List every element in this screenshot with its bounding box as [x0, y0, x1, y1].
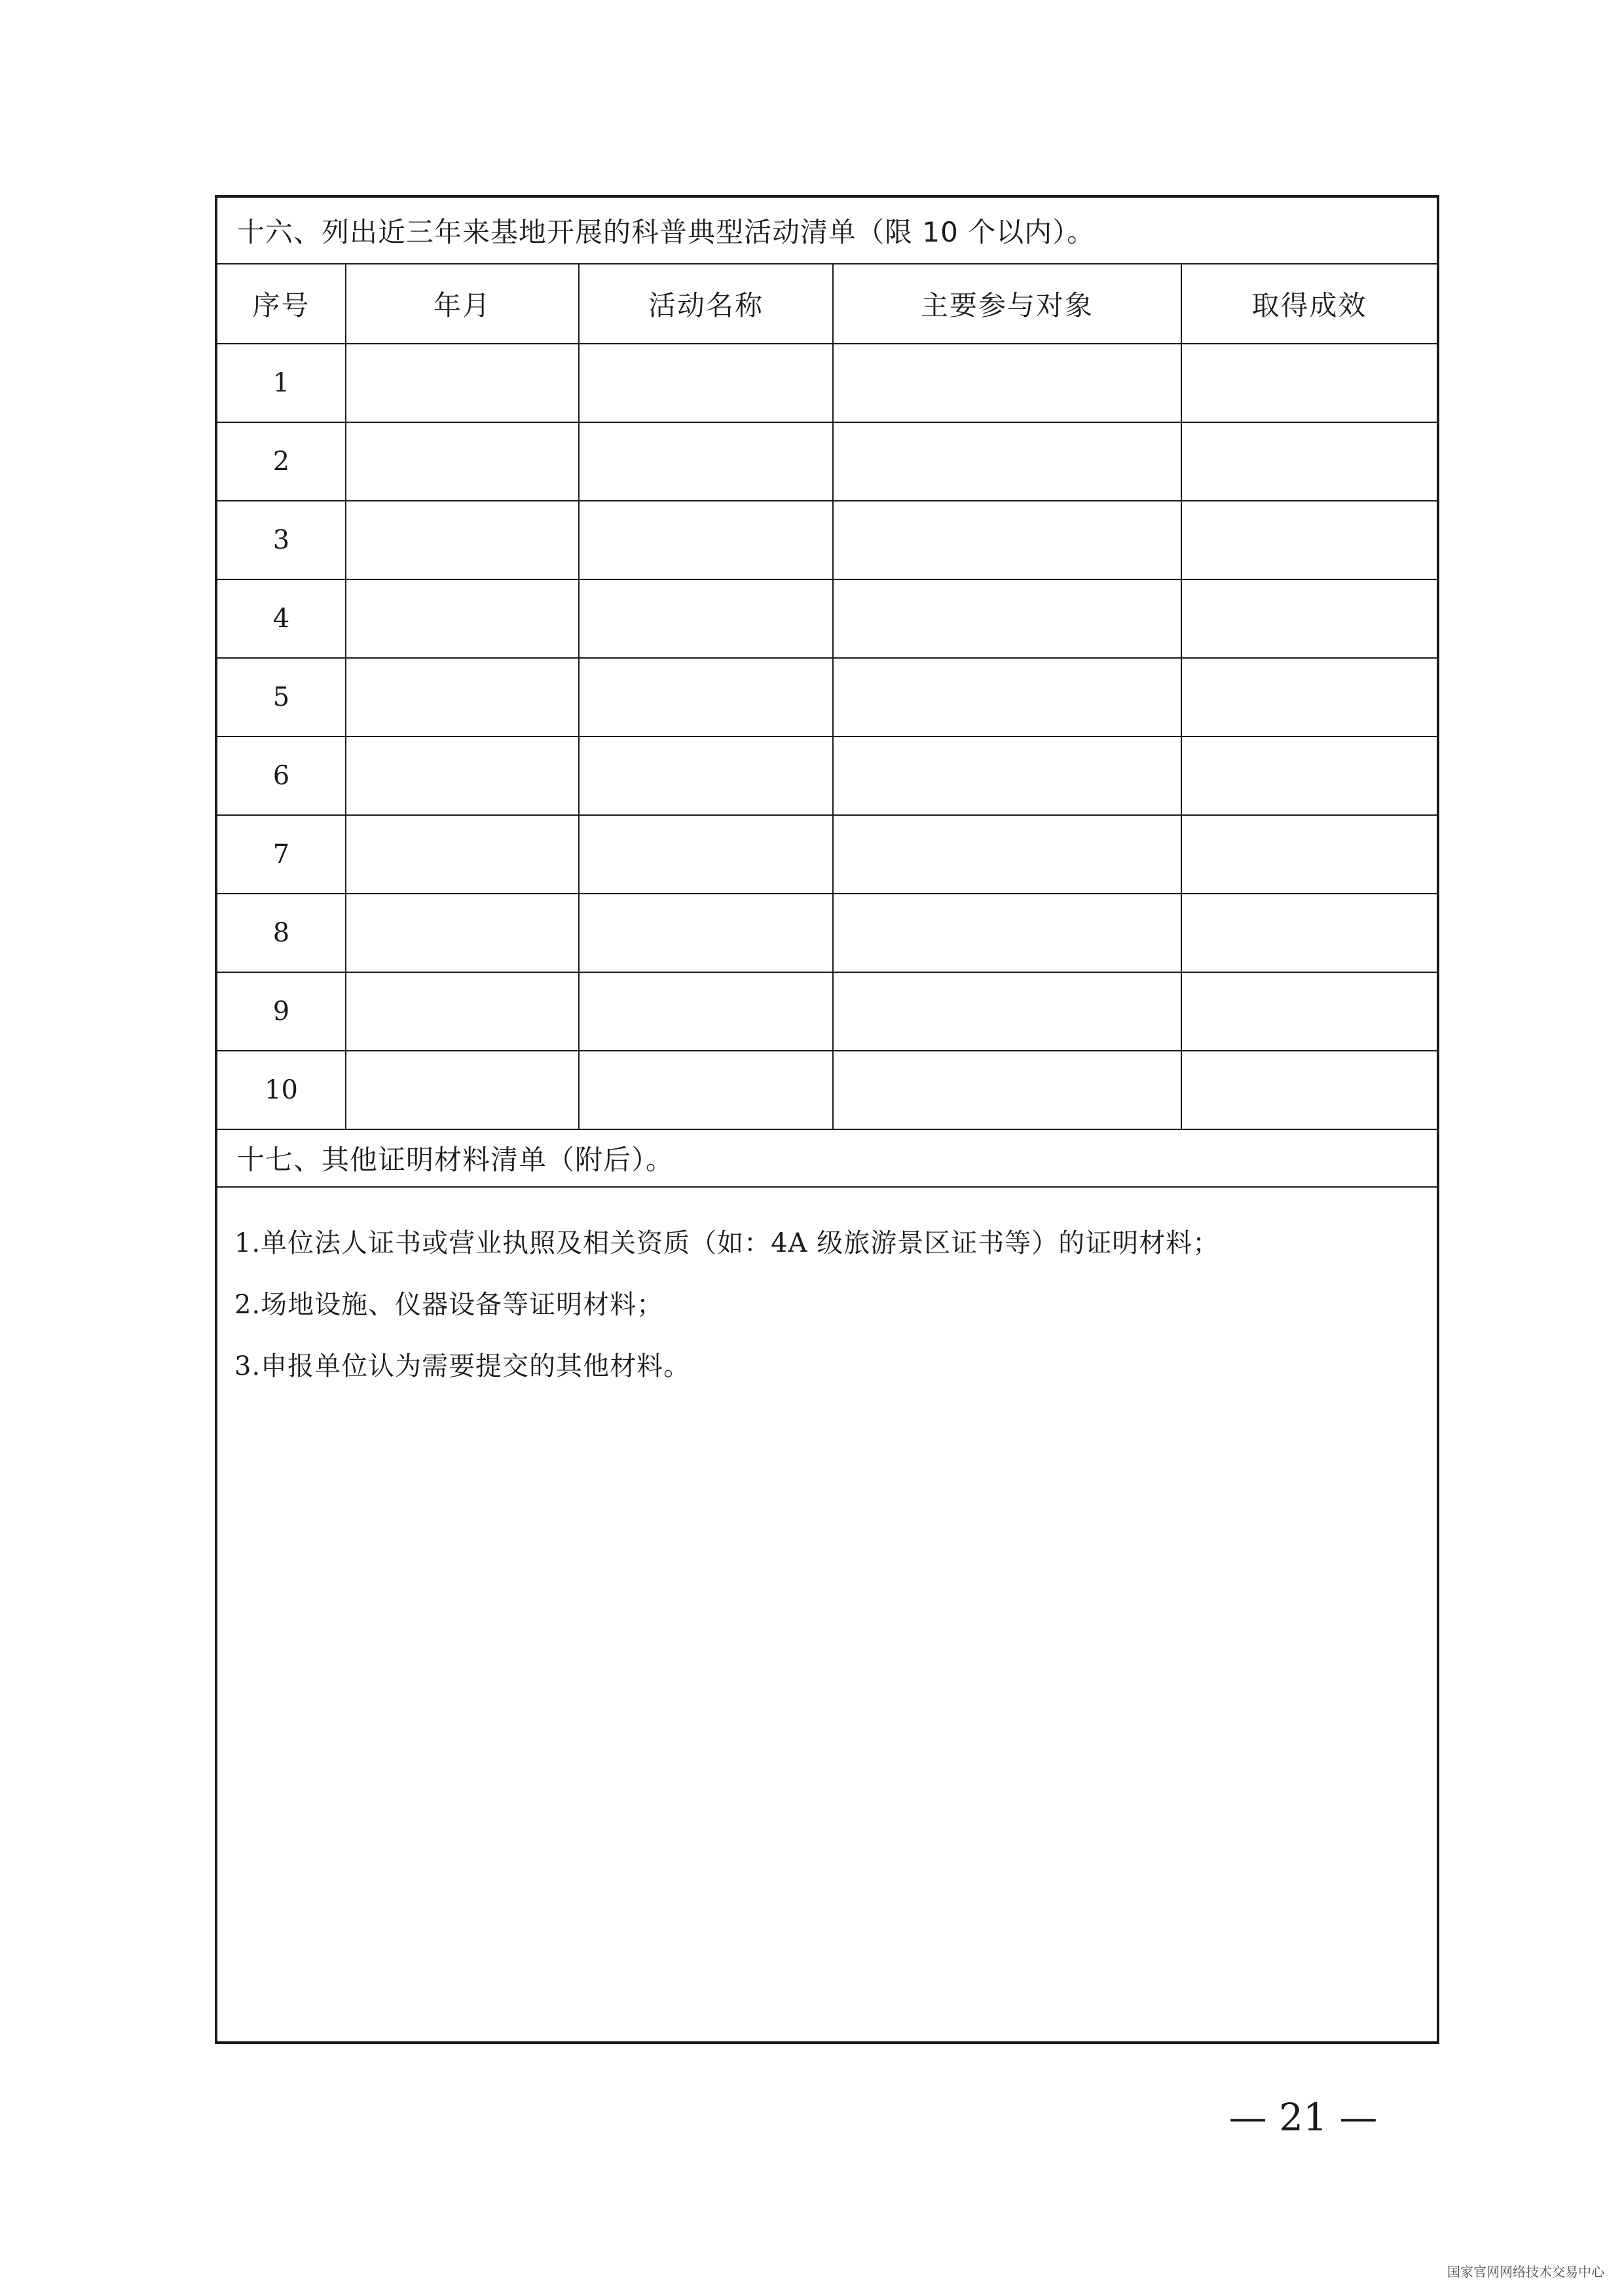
cell-results[interactable] [1181, 815, 1438, 894]
cell-activity-name[interactable] [579, 579, 833, 658]
table-row [216, 501, 1438, 579]
cell-participants[interactable] [833, 737, 1181, 815]
cell-results[interactable] [1181, 737, 1438, 815]
note-item: 2.场地设施、仪器设备等证明材料； [234, 1290, 664, 1320]
cell-participants[interactable] [833, 972, 1181, 1051]
cell-results[interactable] [1181, 972, 1438, 1051]
cell-activity-name[interactable] [579, 1051, 833, 1129]
cell-date[interactable] [346, 422, 579, 501]
cell-participants[interactable] [833, 422, 1181, 501]
table-row [216, 815, 1438, 894]
cell-results[interactable] [1181, 344, 1438, 422]
table-row [216, 894, 1438, 972]
cell-participants[interactable] [833, 1051, 1181, 1129]
cell-results[interactable] [1181, 1051, 1438, 1129]
cell-no: 1 [216, 344, 346, 422]
application-form-table [215, 195, 1439, 2044]
cell-activity-name[interactable] [579, 737, 833, 815]
section16-title-row [216, 196, 1438, 264]
cell-participants[interactable] [833, 815, 1181, 894]
cell-no: 8 [216, 894, 346, 972]
cell-activity-name[interactable] [579, 658, 833, 737]
column-header-date: 年月 [346, 264, 579, 344]
cell-participants[interactable] [833, 894, 1181, 972]
note-item: 1.单位法人证书或营业执照及相关资质（如：4A 级旅游景区证书等）的证明材料； [234, 1228, 1220, 1258]
table-row [216, 579, 1438, 658]
table-header-row [216, 264, 1438, 344]
cell-activity-name[interactable] [579, 815, 833, 894]
cell-activity-name[interactable] [579, 422, 833, 501]
cell-no: 6 [216, 737, 346, 815]
cell-date[interactable] [346, 815, 579, 894]
section16-title: 十六、列出近三年来基地开展的科普典型活动清单（限 10 个以内）。 [216, 196, 1438, 264]
cell-participants[interactable] [833, 579, 1181, 658]
table-row [216, 422, 1438, 501]
cell-date[interactable] [346, 894, 579, 972]
cell-date[interactable] [346, 737, 579, 815]
column-header-activity-name: 活动名称 [579, 264, 833, 344]
cell-no: 2 [216, 422, 346, 501]
table-row [216, 658, 1438, 737]
cell-participants[interactable] [833, 344, 1181, 422]
cell-activity-name[interactable] [579, 501, 833, 579]
cell-date[interactable] [346, 1051, 579, 1129]
cell-participants[interactable] [833, 501, 1181, 579]
section17-title: 十七、其他证明材料清单（附后）。 [216, 1129, 1438, 1187]
note-item: 3.申报单位认为需要提交的其他材料。 [234, 1351, 691, 1381]
cell-date[interactable] [346, 658, 579, 737]
cell-no: 4 [216, 579, 346, 658]
column-header-participants: 主要参与对象 [833, 264, 1181, 344]
section17-title-row [216, 1129, 1438, 1187]
cell-results[interactable] [1181, 658, 1438, 737]
cell-activity-name[interactable] [579, 894, 833, 972]
cell-no: 10 [216, 1051, 346, 1129]
section17-content-row [216, 1187, 1438, 2043]
table-row [216, 1051, 1438, 1129]
cell-date[interactable] [346, 972, 579, 1051]
cell-participants[interactable] [833, 658, 1181, 737]
cell-activity-name[interactable] [579, 972, 833, 1051]
column-header-results: 取得成效 [1181, 264, 1438, 344]
section17-notes [216, 1187, 1438, 2043]
cell-date[interactable] [346, 501, 579, 579]
cell-date[interactable] [346, 344, 579, 422]
column-header-no: 序号 [216, 264, 346, 344]
cell-activity-name[interactable] [579, 344, 833, 422]
cell-no: 3 [216, 501, 346, 579]
cell-no: 9 [216, 972, 346, 1051]
cell-results[interactable] [1181, 501, 1438, 579]
page-number: — 21 — [1228, 2095, 1378, 2140]
cell-results[interactable] [1181, 894, 1438, 972]
cell-results[interactable] [1181, 422, 1438, 501]
cell-date[interactable] [346, 579, 579, 658]
watermark-text: 国家官网网络技术交易中心 [1447, 2264, 1604, 2280]
cell-no: 7 [216, 815, 346, 894]
cell-no: 5 [216, 658, 346, 737]
table-row [216, 737, 1438, 815]
table-row [216, 972, 1438, 1051]
cell-results[interactable] [1181, 579, 1438, 658]
table-row [216, 344, 1438, 422]
